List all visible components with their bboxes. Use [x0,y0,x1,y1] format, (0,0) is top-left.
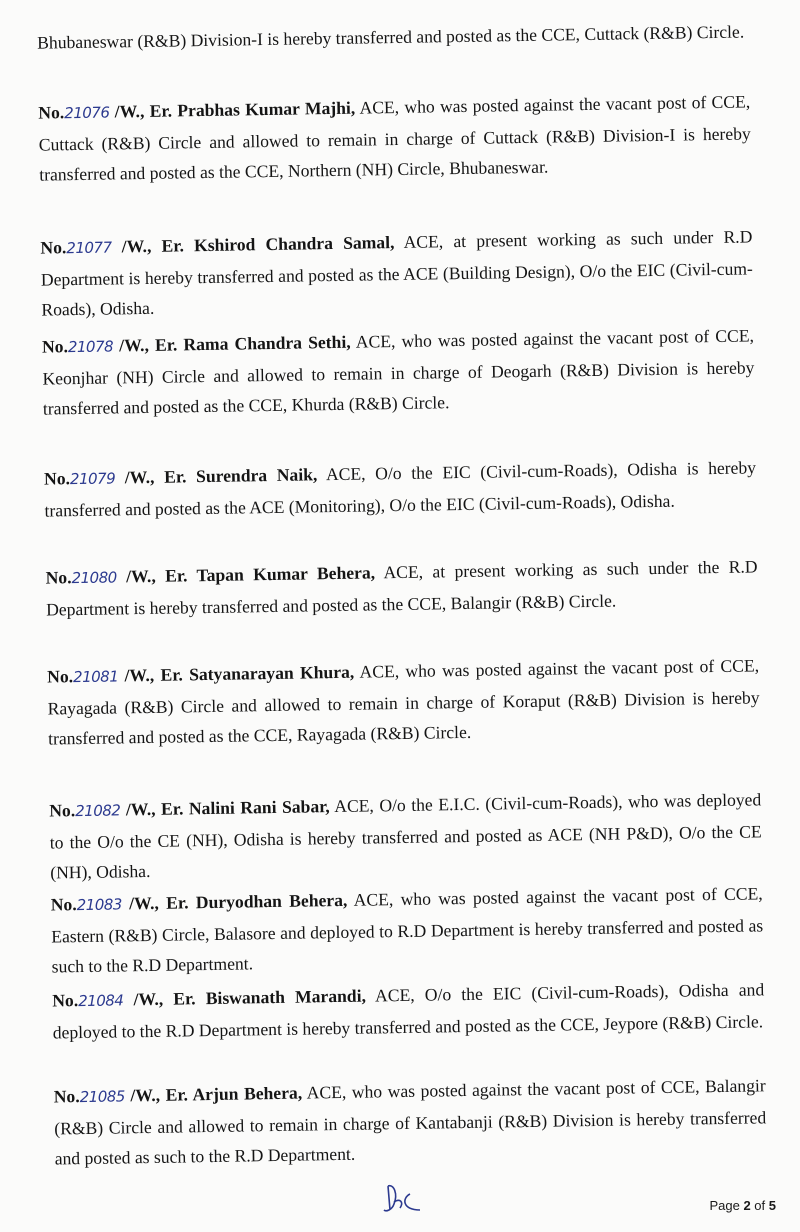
order-prefix: No. [49,800,76,821]
order-paragraph [47,650,760,754]
handwritten-order-number: 21080 [71,568,117,588]
signature-initials [380,1180,440,1216]
order-body: ACE, who was posted against the vacant post of CCE, Eastern (R&B) Circle, Balasore and deployed to R.D Department is hereby transferred and posted as such to the R.D Department. [51,883,764,977]
order-suffix: /W., [116,565,166,587]
handwritten-order-number: 21076 [64,103,110,123]
handwritten-order-number: 21082 [75,801,121,821]
order-suffix: /W., [118,664,161,686]
handwritten-order-number: 21079 [69,469,116,489]
order-prefix: No. [38,102,65,123]
officer-name: Er. Rama Chandra Sethi, [154,331,351,355]
officer-name: Er. Kshirod Chandra Samal, [161,232,395,256]
order-prefix: No. [53,1086,80,1107]
order-prefix: No. [50,894,77,915]
officer-name: Er. Nalini Rani Sabar, [160,796,330,819]
order-suffix: /W., [111,235,162,257]
order-suffix: /W., [120,798,162,820]
page-current: 2 [743,1198,751,1213]
intro-paragraph [37,16,749,58]
order-body: ACE, who was posted against the vacant post of CCE, Balangir (R&B) Circle and allowed to remain in charge of Kantabanji (R&B) Division is hereby transferred and posted as such to the R.D Department. [54,1075,767,1169]
officer-name: Er. Duryodhan Behera, [166,889,348,913]
order-body: ACE, at present working as such under R.D Department is hereby transferred and posted as the ACE (Building Design), O/o the EIC (Civil-cum-Roads), Odisha. [40,226,753,320]
order-prefix: No. [43,468,71,489]
order-prefix: No. [41,336,69,357]
order-paragraph [51,878,764,982]
handwritten-order-number: 21084 [78,991,124,1011]
handwritten-order-number: 21078 [67,337,114,357]
order-suffix: /W., [112,334,156,356]
officer-name: Er. Satyanarayan Khura, [160,661,355,685]
page-number [709,1198,776,1213]
order-body: ACE, at present working as such under the R.D Department is hereby transferred and posted as the CCE, Balangir (R&B) Circle. [45,556,758,620]
order-body: ACE, O/o the E.I.C. (Civil-cum-Roads), who was deployed to the O/o the CE (NH), Odisha is hereby transferred and posted as ACE (NH P&D), O/o the CE (NH), Odisha. [49,789,762,883]
handwritten-order-number: 21081 [72,667,119,687]
order-prefix: No. [40,237,67,258]
order-suffix: /W., [109,100,150,122]
page-label: Page [709,1198,744,1213]
order-suffix: /W., [124,1084,166,1106]
order-suffix: /W., [115,466,165,488]
officer-name: Er. Surendra Naik, [163,464,318,487]
order-paragraph [42,320,755,424]
order-body: ACE, O/o the EIC (Civil-cum-Roads), Odisha and deployed to the R.D Department is hereby transferred and posted as the CCE, Jeypore (R&B) Circle. [52,979,765,1043]
order-body: ACE, O/o the EIC (Civil-cum-Roads), Odisha is hereby transferred and posted as the ACE (Monitoring), O/o the EIC (Civil-cum-Roads), Odisha. [44,457,757,521]
page-total: 5 [768,1198,776,1213]
order-body: ACE, who was posted against the vacant post of CCE, Keonjhar (NH) Circle and allowed to remain in charge of Deogarh (R&B) Division is hereby transferred and posted as the CCE, Khurda (R&B) Circle. [42,325,755,419]
order-paragraph [40,221,753,325]
order-body: ACE, who was posted against the vacant post of CCE, Cuttack (R&B) Circle and allowed to remain in charge of Cuttack (R&B) Division-I is hereby transferred and posted as the CCE, Northern (NH) Circle, Bhubaneswar. [38,91,751,185]
handwritten-order-number: 21077 [66,238,112,258]
officer-name: Er. Arjun Behera, [165,1082,303,1105]
officer-name: Er. Prabhas Kumar Majhi, [149,97,356,121]
order-body: ACE, who was posted against the vacant post of CCE, Rayagada (R&B) Circle and allowed to remain in charge of Koraput (R&B) Division is hereby transferred and posted as the CCE, Rayagada (R&B) Circle. [47,655,760,749]
order-paragraph [54,1070,767,1174]
of-label: of [750,1198,769,1213]
handwritten-order-number: 21083 [76,895,123,915]
order-suffix: /W., [121,892,167,914]
handwritten-order-number: 21085 [79,1087,126,1107]
order-paragraph [44,452,757,525]
order-paragraph [52,974,765,1047]
order-paragraph [49,784,762,888]
order-suffix: /W., [123,988,174,1010]
officer-name: Er. Tapan Kumar Behera, [164,562,376,586]
order-prefix: No. [52,990,79,1011]
order-prefix: No. [45,567,72,588]
order-paragraph [45,551,758,624]
intro-text: Bhubaneswar (R&B) Division-I is hereby transferred and posted as the CCE, Cuttack (R&B) Circle. [37,21,745,53]
order-prefix: No. [47,666,74,687]
order-paragraph [38,86,751,190]
officer-name: Er. Biswanath Marandi, [173,985,367,1009]
